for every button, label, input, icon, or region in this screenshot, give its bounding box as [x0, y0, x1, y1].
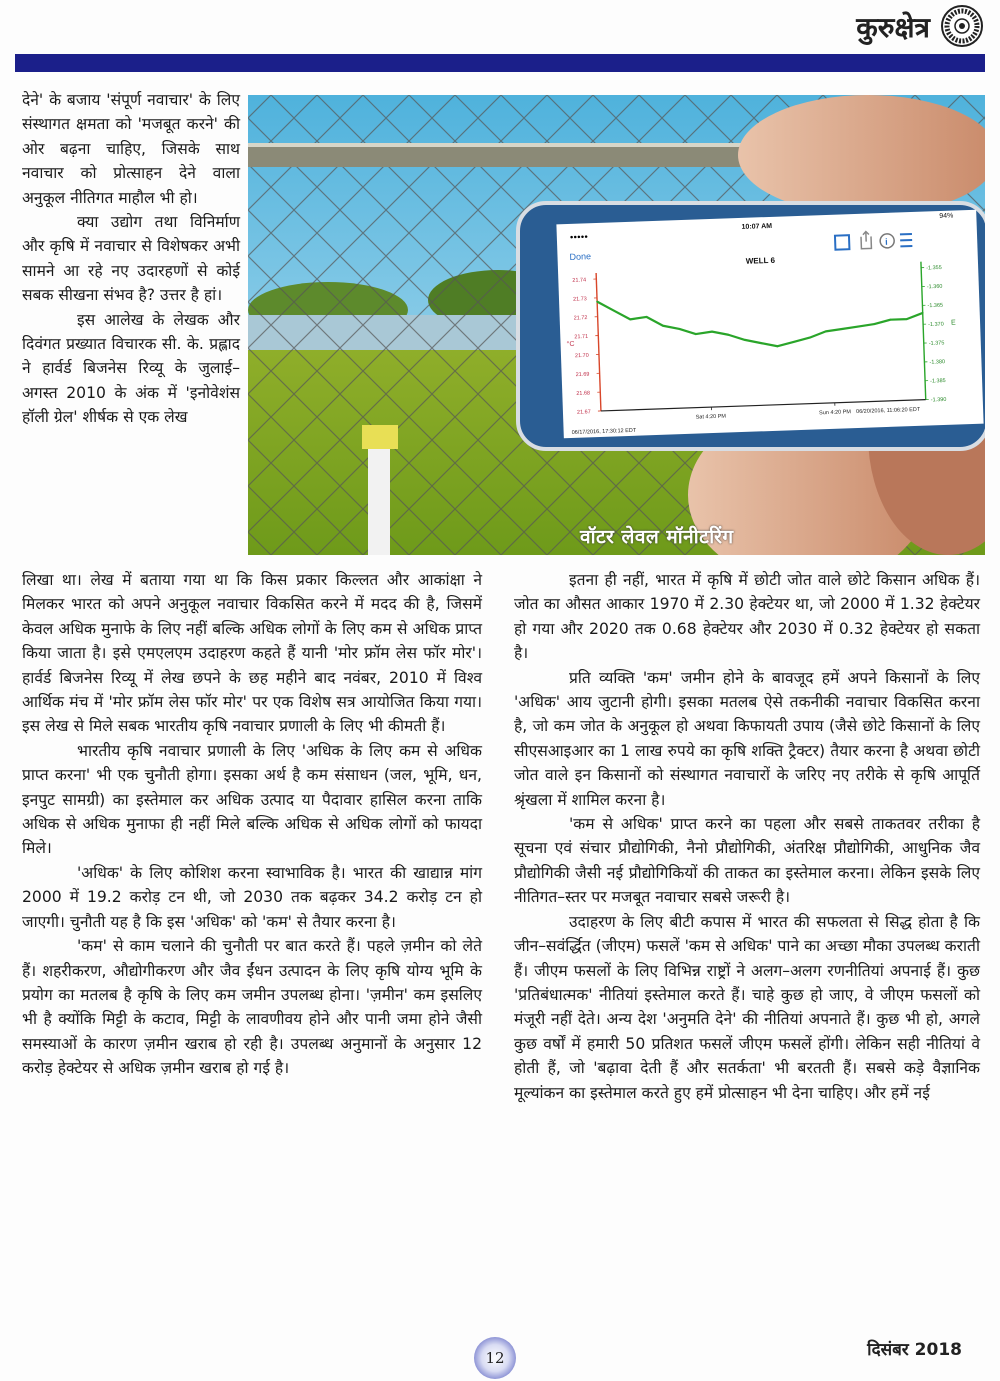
status-time: 10:07 AM — [741, 222, 773, 231]
water-level-photo — [248, 95, 985, 555]
left-tick-label: 21.69 — [575, 371, 590, 379]
emblem-icon — [940, 4, 984, 48]
x-tick-label: Sat 4:20 PM — [695, 413, 727, 421]
right-tick-label: -1.385 — [930, 378, 946, 385]
end-timestamp: 06/20/2016, 11:06:20 EDT — [856, 406, 921, 416]
right-tick-label: -1.390 — [930, 396, 947, 404]
masthead — [776, 4, 986, 48]
info-icon-glyph: i — [885, 236, 888, 247]
right-tick-label: -1.370 — [928, 321, 944, 329]
paragraph: इतना ही नहीं, भारत में कृषि में छोटी जोत वाले छोटे किसान अधिक हैं। जोत का औसत आकार 1970 में 2.30 हेक्टेयर था, जो 2000 में 1.32 हेक्टेयर हो गया और 2020 तक 0.68 हेक्टेयर और 2030 में 0.32 हेक्टेयर हो सकता है। — [514, 571, 980, 663]
paragraph: भारतीय कृषि नवाचार प्रणाली के लिए 'अधिक के लिए कम से अधिक प्राप्त करना' भी एक चुनौती होगा। इसका अर्थ है कम संसाधन (जल, भूमि, धन, इनपुट सामग्री) का इस्तेमाल कर अधिक उत्पाद या पैदावार हासिल करना ताकि अधिक से अधिक मुनाफा ही नहीं मिले बल्कि अधिक से अधिक लोगों को फायदा मिले। — [22, 741, 482, 858]
start-timestamp: 06/17/2016, 17:30:12 EDT — [571, 427, 637, 436]
right-tick-label: -1.380 — [929, 359, 946, 366]
page-number: 12 — [474, 1337, 516, 1379]
article-column-left — [22, 568, 482, 1081]
paragraph: लिखा था। लेख में बताया गया था कि किस प्रकार किल्लत और आकांक्षा ने मिलकर भारत को अपने अनुकूल नवाचार विकसित करने में मदद की है, जिसमें केवल अधिक मुनाफे के लिए नहीं बल्कि अधिक लोगों के लिए कम से अधिक प्राप्त किया जाता है। इसे एमएलएम उदाहरण कहते हैं यानी 'मोर फ्रॉम लेस फॉर मोर'। हार्वर्ड बिजनेस रिव्यू में लेख छपने के छह महीने बाद नवंबर, 2010 में विश्व आर्थिक मंच में 'मोर फ्रॉम लेस फॉर मोर' पर एक विशेष सत्र आयोजित किया गया। इस लेख से मिले सबक भारतीय कृषि नवाचार प्रणाली के लिए भी कीमती हैं। — [22, 571, 482, 736]
chart-title: WELL 6 — [745, 255, 776, 266]
right-tick-label: -1.375 — [928, 340, 945, 347]
header-bar — [15, 54, 985, 72]
article-column-top-left — [22, 88, 240, 430]
right-tick-label: -1.355 — [926, 264, 942, 272]
article-column-right — [514, 568, 980, 1105]
paragraph: क्या उद्योग तथा विनिर्माण और कृषि में नवाचार से विशेषकर अभी सामने आ रहे नए उदारहणों से कोई सबक सीखना संभव है? उत्तर है हां। — [22, 213, 240, 305]
right-tick-label: -1.365 — [927, 302, 944, 310]
paragraph: 'कम से अधिक' प्राप्त करने का पहला और सबसे ताकतवर तरीका है सूचना एवं संचार प्रौद्योगिकी, नैनो प्रौद्योगिकी, अंतरिक्ष प्रौद्योगिकी, आधुनिक जैव प्रौद्योगिकी जैसी नई प्रौद्योगिकियों की ताकत का इस्तेमाल करना। लेकिन इसके लिए नीतिगत–स्तर पर मजबूत नवाचार सबसे जरूरी है। — [514, 815, 980, 907]
left-tick-label: 21.71 — [574, 333, 589, 341]
left-tick-label: 21.68 — [576, 390, 591, 397]
photo-caption: वॉटर लेवल मॉनीटरिंग — [580, 526, 734, 548]
paragraph: प्रति व्यक्ति 'कम' जमीन होने के बावजूद हमें अपने किसानों के लिए 'अधिक' आय जुटानी होगी। इसका मतलब ऐसे तकनीकी नवाचार विकसित करना है, जो कम जोत के अनुकूल हो अथवा किफायती उपाय (जैसे छोटे किसानों के लिए सीएसआइआर का 1 लाख रुपये का कृषि शक्ति ट्रैक्टर) तैयार करना है अथवा छोटी जोत वाले इन किसानों को संस्थागत नवाचारों के जरिए नए तरीके से कृषि आपूर्ति श्रृंखला में शामिल करना है। — [514, 668, 980, 809]
magazine-title: कुरुक्षेत्र — [856, 11, 930, 44]
paragraph: 'कम' से काम चलाने की चुनौती पर बात करते हैं। पहले ज़मीन को लेते हैं। शहरीकरण, औद्योगीकरण और जैव ईंधन उत्पादन के लिए कृषि योग्य भूमि के प्रयोग का मतलब है कृषि के लिए कम जमीन उपलब्ध होना। 'ज़मीन' कम इसलिए भी है क्योंकि मिट्टी के कटाव, मिट्टी के लावणीवय होने और पानी जमा होने जैसी समस्याओं के कारण ज़मीन खराब हो रही है। उपलब्ध अनुमानों के अनुसार 12 करोड़ हेक्टेयर से अधिक ज़मीन खराब हो गई है। — [22, 937, 482, 1078]
right-axis-label: E — [950, 319, 956, 327]
battery-level: 94% — [939, 212, 954, 221]
left-tick-label: 21.73 — [572, 296, 587, 303]
left-axis-label: °C — [566, 340, 575, 349]
issue-date: दिसंबर 2018 — [867, 1340, 962, 1360]
paragraph: देने' के बजाय 'संपूर्ण नवाचार' के लिए संस्थागत क्षमता को 'मजबूत करने' की ओर बढ़ना चाहिए, जिसके साथ नवाचार को प्रोत्साहन देने वाला अनुकूल नीतिगत माहौल भी हो। — [22, 91, 240, 207]
done-button[interactable]: Done — [569, 251, 592, 262]
left-tick-label: 21.70 — [574, 352, 589, 360]
left-tick-label: 21.67 — [576, 409, 591, 416]
signal-dots: ●●●●● — [569, 234, 589, 241]
paragraph: इस आलेख के लेखक और दिवंगत प्रख्यात विचारक सी. के. प्रह्लाद ने हार्वर्ड बिजनेस रिव्यू के जुलाई–अगस्त 2010 के अंक में 'इनोवेशंस हॉली ग्रेल' शीर्षक से एक लेख — [22, 310, 240, 427]
paragraph: उदाहरण के लिए बीटी कपास में भारत की सफलता से सिद्ध होता है कि जीन–सवंर्द्धित (जीएम) फसलें 'कम से अधिक' पाने का अच्छा मौका उपलब्ध कराती हैं। जीएम फसलों के लिए विभिन्न राष्ट्रों ने अलग–अलग रणनीतियां अपनाई हैं। कुछ 'प्रतिबंधात्मक' नीतियां इस्तेमाल करते हैं। चाहे कुछ हो जाए, वे जीएम फसलों को मंजूरी नहीं देते। अन्य देश 'अनुमति देने' की नीतियां अपनाते हैं। कुछ भी हो, अगले कुछ वर्षों में हमारी 50 प्रतिशत फसलें जीएम फसलें होंगी। लेकिन सही नीतियां वे होती हैं, जो 'बढ़ावा देती हैं और सतर्कता' भी बरतती हैं। सबसे कड़े वैज्ञानिक मूल्यांकन का इस्तेमाल करते हुए हमें प्रोत्साहन भी देना चाहिए। और हमें नई — [514, 912, 980, 1102]
paragraph: 'अधिक' के लिए कोशिश करना स्वाभाविक है। भारत की खाद्यान्न मांग 2000 में 19.2 करोड़ टन थी, जो 2030 तक बढ़कर 34.2 करोड़ टन हो जाएगी। चुनौती यह है कि इस 'अधिक' को 'कम' से तैयार करना है। — [22, 863, 482, 931]
x-tick-label: Sun 4:20 PM — [819, 409, 852, 417]
right-tick-label: -1.360 — [926, 283, 943, 291]
left-tick-label: 21.74 — [572, 277, 587, 284]
left-tick-label: 21.72 — [573, 315, 588, 322]
